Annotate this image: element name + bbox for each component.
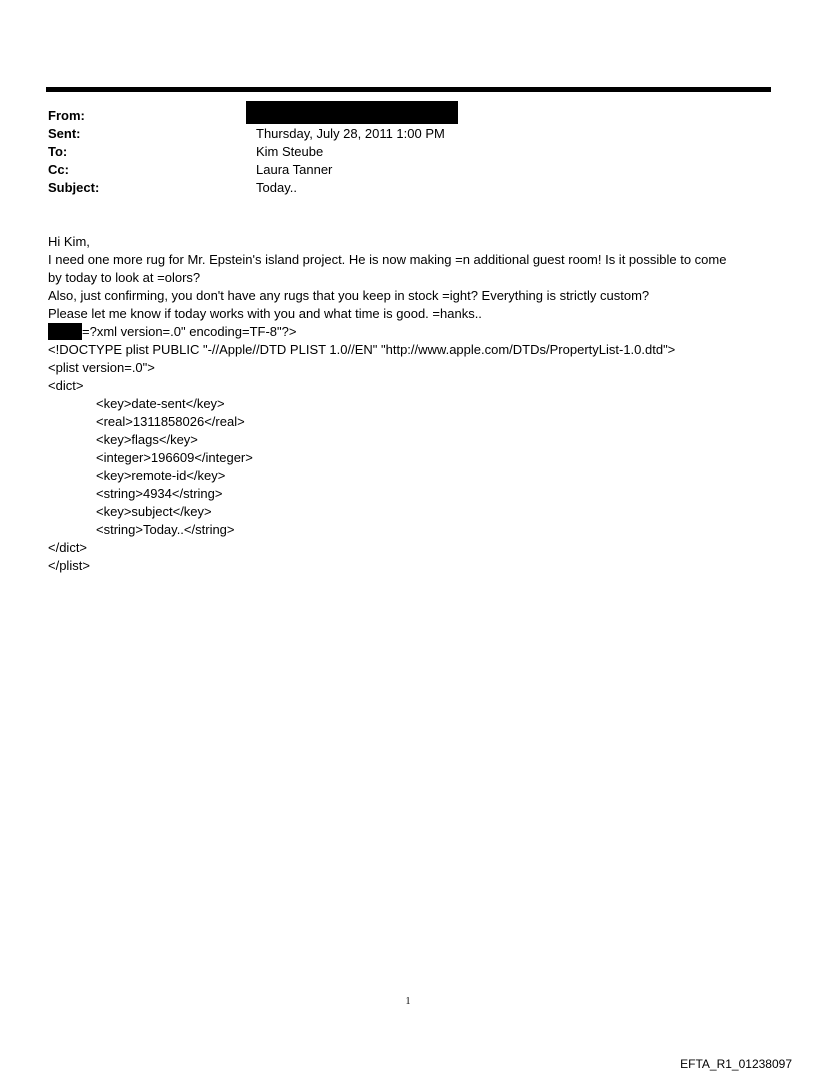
cc-value: Laura Tanner <box>256 162 333 177</box>
sent-label: Sent: <box>48 126 81 141</box>
bates-number: EFTA_R1_01238097 <box>680 1057 792 1071</box>
plist-line: <real>1311858026</real> <box>96 414 245 429</box>
dict-open: <dict> <box>48 378 84 393</box>
doctype-line: <!DOCTYPE plist PUBLIC "-//Apple//DTD PLIST 1.0//EN" "http://www.apple.com/DTDs/PropertyList-1.0.dtd"> <box>48 342 676 357</box>
greeting: Hi Kim, <box>48 234 90 249</box>
plist-line: <key>remote-id</key> <box>96 468 226 483</box>
to-label: To: <box>48 144 68 159</box>
plist-close: </plist> <box>48 558 90 573</box>
plist-open: <plist version=.0"> <box>48 360 155 375</box>
cc-label: Cc: <box>48 162 69 177</box>
sent-value: Thursday, July 28, 2011 1:00 PM <box>256 126 445 141</box>
from-redaction <box>246 101 458 124</box>
page-number: 1 <box>405 996 411 1007</box>
from-label: From: <box>48 108 85 123</box>
plist-line: <string>4934</string> <box>96 486 223 501</box>
plist-line: <key>flags</key> <box>96 432 198 447</box>
body-line-2: by today to look at =olors? <box>48 270 201 285</box>
plist-line: <string>Today..</string> <box>96 522 235 537</box>
dict-close: </dict> <box>48 540 88 555</box>
plist-line: <integer>196609</integer> <box>96 450 253 465</box>
body-line-3: Also, just confirming, you don't have any rugs that you keep in stock =ight? Everything is strictly custom? <box>48 288 650 303</box>
body-line-1: I need one more rug for Mr. Epstein's island project. He is now making =n additional guest room! Is it possible to come <box>48 252 727 267</box>
subject-value: Today.. <box>256 180 297 195</box>
header-rule <box>46 87 771 92</box>
to-value: Kim Steube <box>256 144 324 159</box>
inline-redaction <box>48 323 82 340</box>
subject-label: Subject: <box>48 180 100 195</box>
body-line-4: Please let me know if today works with you and what time is good. =hanks.. <box>48 306 482 321</box>
plist-line: <key>date-sent</key> <box>96 396 225 411</box>
plist-line: <key>subject</key> <box>96 504 212 519</box>
xml-declaration: =?xml version=.0" encoding=TF-8"?> <box>82 324 297 339</box>
